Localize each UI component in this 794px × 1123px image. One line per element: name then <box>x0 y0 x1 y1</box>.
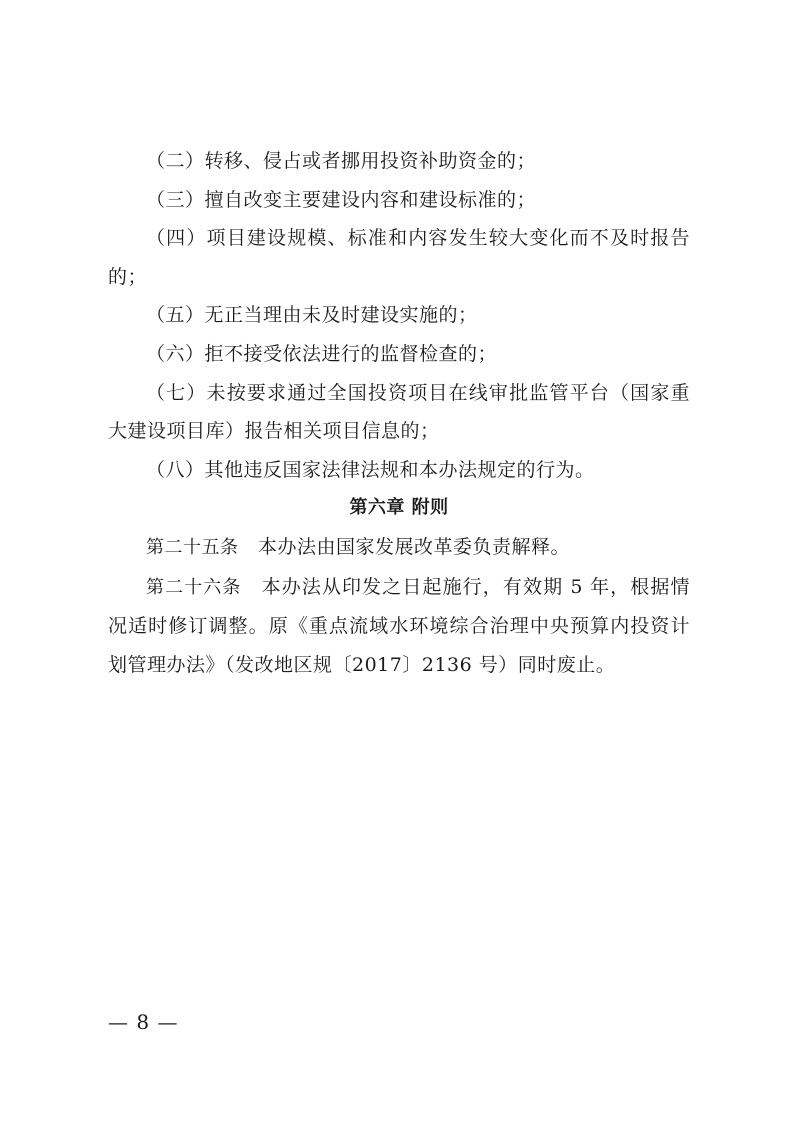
article-26-text: 本办法从印发之日起施行，有效期 5 年，根据情况适时修订调整。原《重点流域水环境综合治理中央预算内投资计划管理办法》（发改地区规〔2017〕2136 号）同时废止。 <box>108 575 690 676</box>
page-number: — 8 — <box>108 1010 179 1034</box>
chapter-heading: 第六章 附则 <box>349 497 449 519</box>
list-item-4: （四）项目建设规模、标准和内容发生较大变化而不及时报告的； <box>108 227 690 288</box>
list-item-7: （七）未按要求通过全国投资项目在线审批监管平台（国家重大建设项目库）报告相关项目信息的； <box>108 381 690 443</box>
list-item-8: （八）其他违反国家法律法规和本办法规定的行为。 <box>146 458 595 481</box>
list-item-6: （六）拒不接受依法进行的监督检查的； <box>146 342 498 365</box>
article-25-text: 本办法由国家发展改革委负责解释。 <box>258 535 571 558</box>
list-item-2: （二）转移、侵占或者挪用投资补助资金的； <box>146 150 537 172</box>
document-body <box>108 142 690 684</box>
article-25-number: 第二十五条 <box>146 536 239 558</box>
article-25 <box>108 528 690 568</box>
list-item-3: （三）擅自改变主要建设内容和建设标准的； <box>146 188 537 211</box>
article-26-number: 第二十六条 <box>146 576 242 598</box>
list-item-5: （五）无正当理由未及时建设实施的； <box>146 304 478 327</box>
article-26 <box>108 568 690 685</box>
